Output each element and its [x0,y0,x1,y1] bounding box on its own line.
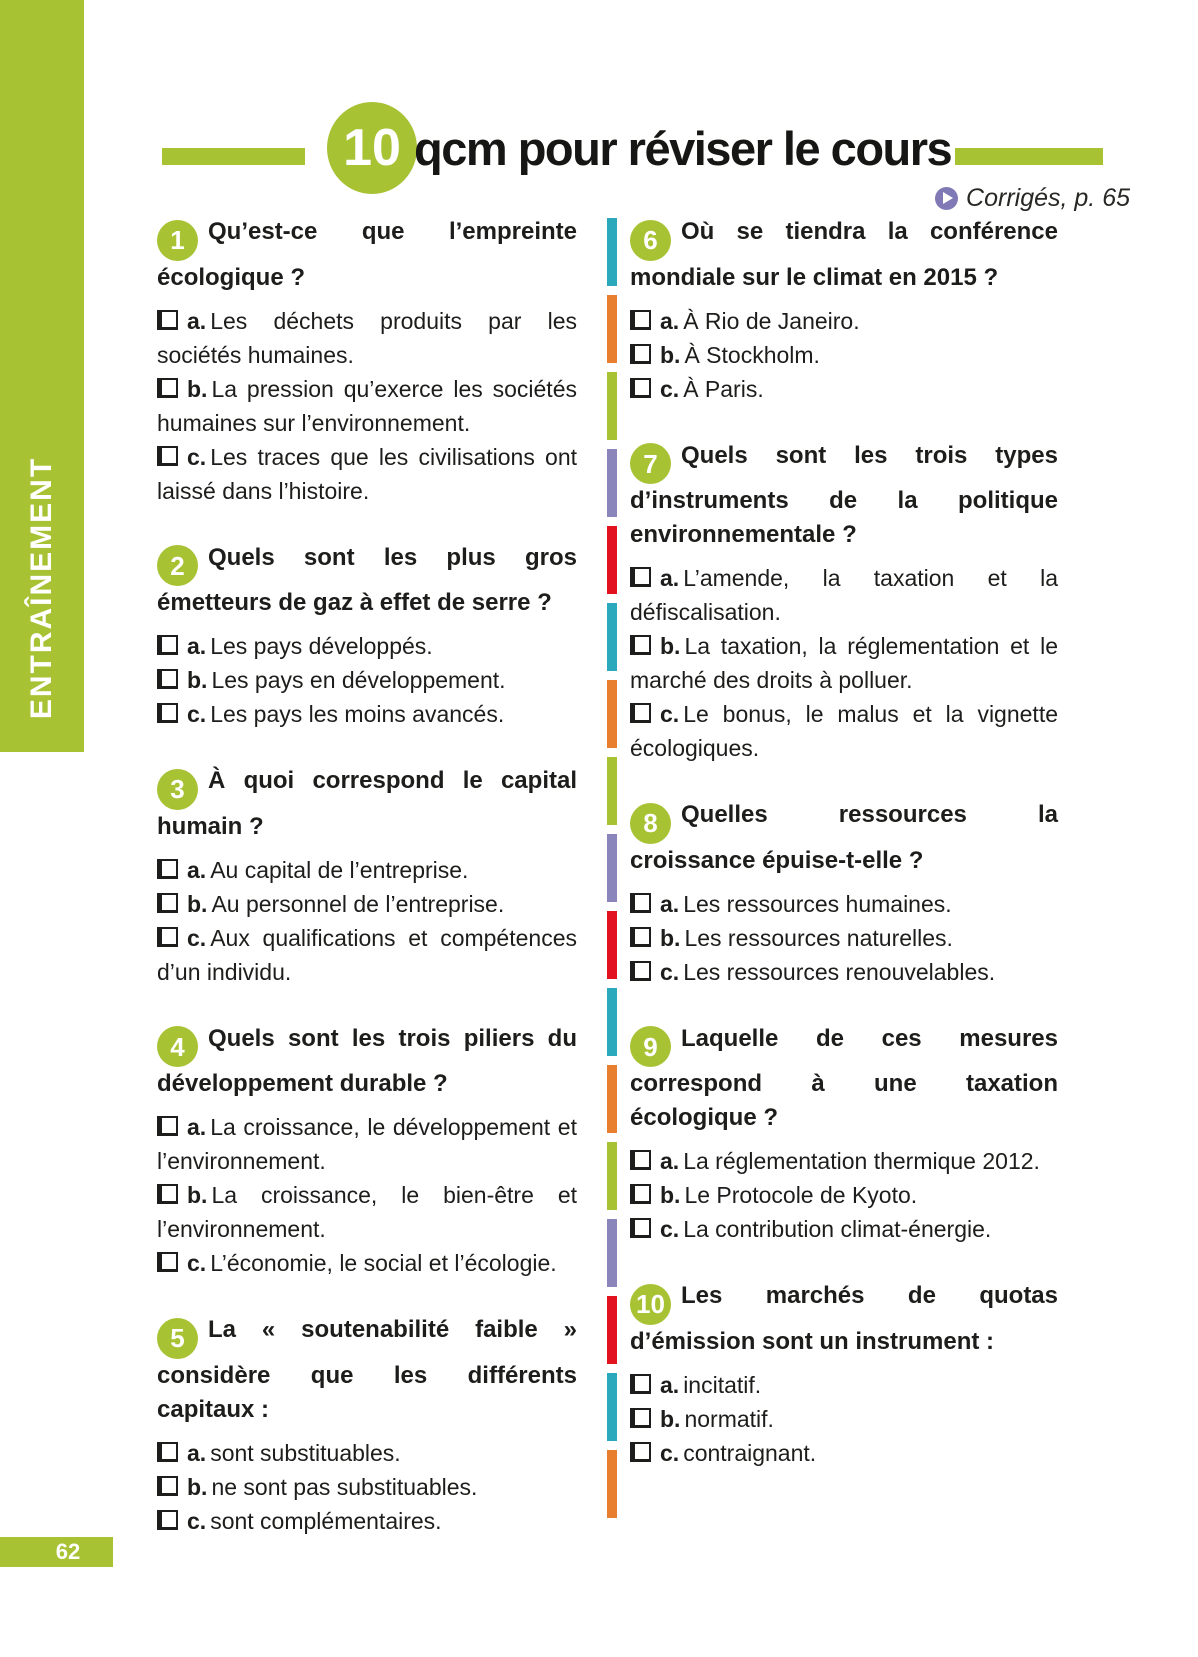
option-text: L’amende, la taxation et la défiscalisation. [630,565,1058,625]
option-item [630,1212,1058,1246]
divider-segment [607,911,617,979]
divider-segment [607,295,617,363]
checkbox-icon[interactable] [157,635,178,655]
option-text: normatif. [684,1405,774,1432]
divider-segment [607,1065,617,1133]
checkbox-icon[interactable] [630,1218,651,1238]
option-text: Le bonus, le malus et la vignette écologiques. [630,701,1058,761]
question-block [157,541,577,732]
option-text: Les pays en développement. [211,667,506,693]
checkbox-icon[interactable] [630,344,651,364]
question-number-badge: 5 [157,1318,198,1359]
question-block [630,1022,1058,1247]
option-text: La taxation, la réglementation et le marché des droits à polluer. [630,633,1058,693]
option-text: Les ressources naturelles. [684,924,953,951]
option-item [630,629,1058,697]
entrainement-sidebar [0,0,84,752]
option-label: b. [187,375,208,402]
question-text: Quels sont les trois piliers du développement durable ? [157,1024,577,1097]
option-label: c. [187,701,207,727]
option-text: La pression qu’exerce les sociétés humaines sur l’environnement. [157,375,577,436]
option-item [630,1144,1058,1178]
option-item [157,921,577,989]
option-label: b. [187,1473,208,1500]
question-block [630,215,1058,406]
page-number-bar [0,1537,113,1567]
option-item [630,372,1058,406]
column-divider [607,218,617,1527]
question-text: Quelles ressources la croissance épuise-t-elle ? [630,801,1058,874]
question-options [630,1368,1058,1470]
option-item [630,304,1058,338]
question-number-badge: 9 [630,1026,671,1067]
option-label: b. [660,924,681,951]
option-label: c. [660,1439,680,1466]
checkbox-icon[interactable] [157,703,178,723]
question-options [157,853,577,989]
option-label: b. [660,1182,681,1208]
divider-segment [607,988,617,1056]
question-text: Laquelle de ces mesures correspond à une taxation écologique ? [630,1024,1058,1131]
option-text: La croissance, le bien-être et l’environnement. [157,1182,577,1242]
question-options [630,887,1058,989]
checkbox-icon[interactable] [157,1442,178,1462]
option-item [630,697,1058,765]
option-label: a. [660,1148,680,1174]
divider-segment [607,1296,617,1364]
option-label: c. [187,924,207,951]
corriges-reference[interactable] [935,184,1130,213]
option-label: c. [660,958,680,985]
option-item [630,1436,1058,1470]
question-number-badge: 7 [630,443,671,484]
question-number-badge: 4 [157,1026,198,1067]
divider-segment [607,1373,617,1441]
option-text: À Stockholm. [684,341,820,368]
question-block [630,439,1058,766]
option-item [157,697,577,731]
title-rule-right [955,148,1103,165]
option-text: La croissance, le développement et l’environnement. [157,1114,577,1174]
question-heading [157,764,577,844]
option-text: contraignant. [683,1439,817,1466]
question-options [157,304,577,508]
checkbox-icon[interactable] [157,1252,178,1272]
option-label: b. [187,667,208,693]
divider-segment [607,757,617,825]
option-label: c. [187,1507,207,1534]
checkbox-icon[interactable] [157,1184,178,1204]
option-item [157,1436,577,1470]
checkbox-icon[interactable] [630,1408,651,1428]
option-label: a. [187,856,207,883]
checkbox-icon[interactable] [157,669,178,689]
option-label: a. [660,890,680,917]
checkbox-icon[interactable] [157,1510,178,1530]
question-number-badge: 3 [157,769,198,810]
title-rule-left [162,148,305,165]
option-label: a. [660,1371,680,1398]
option-text: ne sont pas substituables. [211,1473,478,1500]
option-item [630,1402,1058,1436]
option-label: c. [660,1216,680,1242]
question-number-badge: 10 [630,1284,671,1325]
option-label: a. [187,307,207,334]
option-label: b. [660,341,681,368]
checkbox-icon[interactable] [630,961,651,981]
option-label: a. [660,565,680,591]
option-item [157,1470,577,1504]
checkbox-icon[interactable] [630,1374,651,1394]
option-label: b. [660,633,681,659]
option-text: sont complémentaires. [210,1507,442,1534]
divider-segment [607,603,617,671]
option-label: b. [187,890,208,917]
checkbox-icon[interactable] [630,567,651,587]
question-block [157,1313,577,1538]
option-item [630,338,1058,372]
divider-segment [607,1219,617,1287]
option-item [157,1110,577,1178]
checkbox-icon[interactable] [630,1442,651,1462]
question-text: La « soutenabilité faible » considère que les différents capitaux : [157,1316,577,1423]
option-item [157,372,577,440]
option-label: c. [187,1250,207,1276]
question-number-badge: 1 [157,220,198,261]
option-label: a. [187,1439,207,1466]
question-block [157,764,577,989]
option-text: L’économie, le social et l’écologie. [210,1250,557,1276]
question-heading [630,215,1058,295]
question-options [157,1436,577,1538]
question-block [630,1279,1058,1470]
questions-column-right [630,215,1058,1503]
checkbox-icon[interactable] [157,893,178,913]
page-number: 62 [55,1539,81,1564]
option-item [157,629,577,663]
sidebar-label: ENTRAÎNEMENT [25,456,58,720]
checkbox-icon[interactable] [157,1116,178,1136]
divider-segment [607,680,617,748]
option-text: Au personnel de l’entreprise. [211,890,505,917]
question-text: Les marchés de quotas d’émission sont un instrument : [630,1282,1058,1355]
option-item [630,561,1058,629]
checkbox-icon[interactable] [630,893,651,913]
option-text: Aux qualifications et compétences d’un individu. [157,924,577,985]
option-text: sont substituables. [210,1439,401,1466]
question-text: Quels sont les trois types d’instruments de la politique environnementale ? [630,441,1058,548]
option-text: La réglementation thermique 2012. [683,1148,1040,1174]
checkbox-icon[interactable] [630,378,651,398]
option-item [157,440,577,508]
checkbox-icon[interactable] [157,310,178,330]
question-text: Où se tiendra la conférence mondiale sur le climat en 2015 ? [630,218,1058,291]
option-text: À Rio de Janeiro. [683,307,860,334]
checkbox-icon[interactable] [630,1150,651,1170]
question-number-badge: 6 [630,220,671,261]
option-item [630,1368,1058,1402]
question-text: Qu’est-ce que l’empreinte écologique ? [157,218,577,291]
option-text: Les déchets produits par les sociétés humaines. [157,307,577,368]
option-item [157,1246,577,1280]
option-item [630,887,1058,921]
question-number-badge: 8 [630,803,671,844]
question-heading [157,1313,577,1427]
question-options [630,304,1058,406]
checkbox-icon[interactable] [630,927,651,947]
option-label: c. [660,375,680,402]
option-text: À Paris. [683,375,764,402]
option-text: La contribution climat-énergie. [683,1216,992,1242]
option-label: c. [187,443,207,470]
question-text: À quoi correspond le capital humain ? [157,767,577,840]
page-title: qcm pour réviser le cours [414,122,952,175]
question-heading [630,439,1058,553]
question-options [157,1110,577,1280]
option-text: Au capital de l’entreprise. [210,856,469,883]
option-label: c. [660,701,680,727]
question-text: Quels sont les plus gros émetteurs de gaz à effet de serre ? [157,543,577,616]
question-block [157,215,577,508]
option-label: a. [660,307,680,334]
checkbox-icon[interactable] [157,378,178,398]
option-text: Les pays les moins avancés. [210,701,505,727]
option-item [630,955,1058,989]
question-options [630,1144,1058,1246]
checkbox-icon[interactable] [157,859,178,879]
question-options [630,561,1058,765]
option-label: b. [187,1182,208,1208]
divider-segment [607,1450,617,1518]
option-item [630,1178,1058,1212]
option-item [157,853,577,887]
checkbox-icon[interactable] [157,446,178,466]
question-heading [157,1022,577,1102]
option-item [157,887,577,921]
option-item [157,1504,577,1538]
option-text: Les traces que les civilisations ont laissé dans l’histoire. [157,443,577,504]
checkbox-icon[interactable] [157,927,178,947]
question-heading [157,215,577,295]
divider-segment [607,372,617,440]
checkbox-icon[interactable] [157,1476,178,1496]
option-item [157,663,577,697]
corriges-label: Corrigés, p. 65 [966,184,1130,212]
option-text: Les ressources renouvelables. [683,958,996,985]
option-label: b. [660,1405,681,1432]
divider-segment [607,1142,617,1210]
option-text: incitatif. [683,1371,762,1398]
option-text: Le Protocole de Kyoto. [684,1182,918,1208]
divider-segment [607,526,617,594]
checkbox-icon[interactable] [630,1184,651,1204]
divider-segment [607,218,617,286]
question-heading [630,798,1058,878]
option-item [157,1178,577,1246]
question-options [157,629,577,731]
question-block [157,1022,577,1281]
checkbox-icon[interactable] [630,703,651,723]
option-text: Les pays développés. [210,633,433,659]
questions-column-left [157,215,577,1571]
question-heading [630,1022,1058,1136]
option-text: Les ressources humaines. [683,890,952,917]
option-item [157,304,577,372]
question-heading [630,1279,1058,1359]
checkbox-icon[interactable] [630,310,651,330]
checkbox-icon[interactable] [630,635,651,655]
option-label: a. [187,633,207,659]
option-item [630,921,1058,955]
play-icon [935,187,958,210]
question-block [630,798,1058,989]
qcm-count-badge: 10 [327,102,417,194]
option-label: a. [187,1114,207,1140]
divider-segment [607,449,617,517]
question-heading [157,541,577,621]
divider-segment [607,834,617,902]
question-number-badge: 2 [157,545,198,586]
